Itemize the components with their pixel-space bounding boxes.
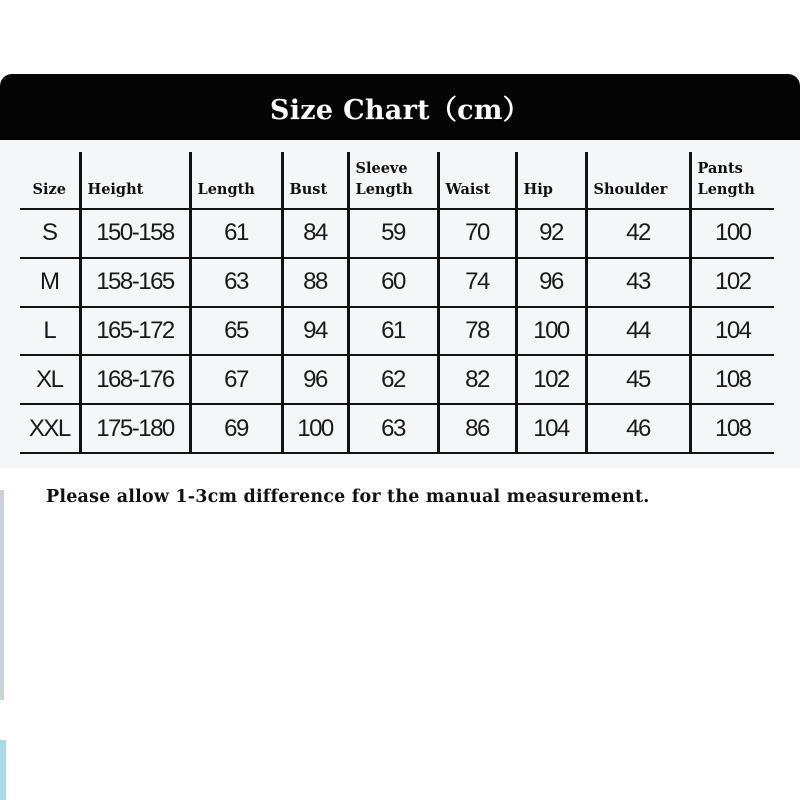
size-cell: L <box>20 307 80 356</box>
table-cell: 82 <box>438 355 516 404</box>
table-cell: 88 <box>282 258 348 307</box>
column-header: Length <box>190 152 282 209</box>
column-header: Bust <box>282 152 348 209</box>
table-cell: 44 <box>586 307 690 356</box>
table-cell: 104 <box>690 307 774 356</box>
table-row <box>20 258 774 307</box>
table-row <box>20 307 774 356</box>
table-cell: 108 <box>690 355 774 404</box>
table-cell: 69 <box>190 404 282 453</box>
table-body <box>20 209 774 453</box>
table-cell: 102 <box>516 355 586 404</box>
page-title: Size Chart（cm） <box>269 94 531 126</box>
table-cell: 62 <box>348 355 438 404</box>
column-header: Shoulder <box>586 152 690 209</box>
table-cell: 175-180 <box>80 404 190 453</box>
column-header: Size <box>20 152 80 209</box>
table-cell: 78 <box>438 307 516 356</box>
table-cell: 96 <box>282 355 348 404</box>
corner-strip <box>0 740 6 800</box>
size-cell: S <box>20 209 80 258</box>
table-cell: 45 <box>586 355 690 404</box>
table-cell: 104 <box>516 404 586 453</box>
table-cell: 42 <box>586 209 690 258</box>
table-row <box>20 209 774 258</box>
table-cell: 84 <box>282 209 348 258</box>
column-header: Waist <box>438 152 516 209</box>
table-row <box>20 404 774 453</box>
table-cell: 65 <box>190 307 282 356</box>
table-cell: 100 <box>516 307 586 356</box>
table-cell: 61 <box>190 209 282 258</box>
table-cell: 63 <box>348 404 438 453</box>
table-cell: 43 <box>586 258 690 307</box>
table-cell: 46 <box>586 404 690 453</box>
table-cell: 61 <box>348 307 438 356</box>
table-cell: 63 <box>190 258 282 307</box>
table-cell: 94 <box>282 307 348 356</box>
table-cell: 100 <box>282 404 348 453</box>
table-cell: 59 <box>348 209 438 258</box>
table-cell: 74 <box>438 258 516 307</box>
column-header: Sleeve Length <box>348 152 438 209</box>
table-cell: 100 <box>690 209 774 258</box>
table-cell: 67 <box>190 355 282 404</box>
size-cell: XXL <box>20 404 80 453</box>
column-header: Height <box>80 152 190 209</box>
table-header-row <box>20 152 774 209</box>
column-header: Pants Length <box>690 152 774 209</box>
table-cell: 70 <box>438 209 516 258</box>
table-cell: 60 <box>348 258 438 307</box>
table-cell: 96 <box>516 258 586 307</box>
table-cell: 86 <box>438 404 516 453</box>
edge-strip <box>0 490 4 700</box>
measurement-note: Please allow 1-3cm difference for the manual measurement. <box>46 487 650 507</box>
table-area <box>0 140 800 468</box>
column-header: Hip <box>516 152 586 209</box>
table-cell: 165-172 <box>80 307 190 356</box>
table-cell: 108 <box>690 404 774 453</box>
size-cell: XL <box>20 355 80 404</box>
table-cell: 92 <box>516 209 586 258</box>
size-table <box>20 152 774 454</box>
table-cell: 150-158 <box>80 209 190 258</box>
title-bar <box>0 74 800 140</box>
table-cell: 158-165 <box>80 258 190 307</box>
table-row <box>20 355 774 404</box>
table-cell: 102 <box>690 258 774 307</box>
size-cell: M <box>20 258 80 307</box>
table-cell: 168-176 <box>80 355 190 404</box>
